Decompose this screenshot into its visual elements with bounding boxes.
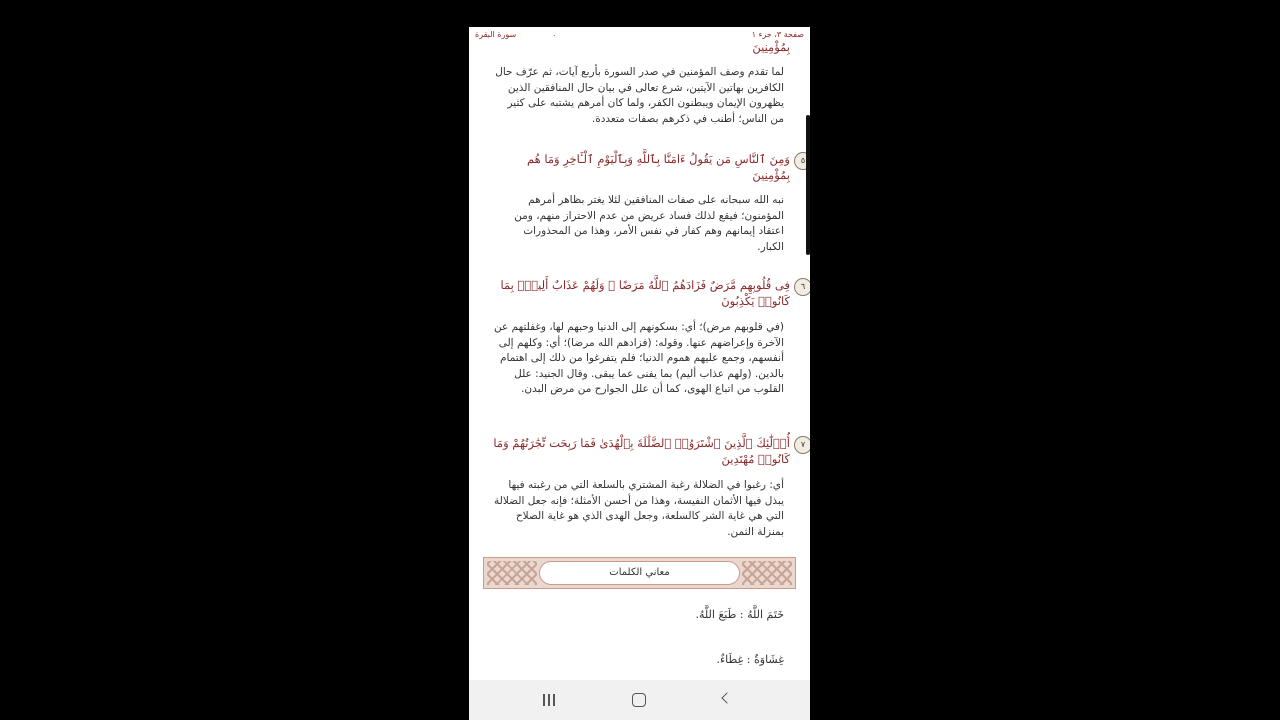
android-navbar <box>469 680 810 720</box>
phone-screen <box>469 27 810 720</box>
verse-number-icon: ٧ <box>794 436 810 454</box>
home-icon <box>632 693 646 707</box>
verse-5-tafsir: نبه الله سبحانه على صفات المنافقين لئلا يغتر بظاهر أمرهم المؤمنون؛ فيقع لذلك فساد عريض من عدم الاحتراز منهم، ومن اعتقاد إيمانهم وهم كفار في نفس الأمر، وهذا من المحذورات الكبار. <box>514 194 784 253</box>
header-dot: . <box>553 29 556 38</box>
verse-7[interactable] <box>490 435 806 467</box>
verse-text: أُو۟لَٰٓئِكَ ٱلَّذِينَ ٱشْتَرَوُا۟ ٱلضَّلَٰلَةَ بِٱلْهُدَىٰ فَمَا رَبِحَت تِّجَٰرَتُهُمْ وَمَا كَانُوا۟ مُهْتَدِينَ <box>493 436 790 466</box>
verse-text: وَمِنَ ٱلنَّاسِ مَن يَقُولُ ءَامَنَّا بِٱللَّهِ وَبِٱلْيَوْمِ ٱلْـَٔاخِرِ وَمَا هُم بِمُؤْمِنِينَ <box>526 152 790 182</box>
verse-5[interactable] <box>490 151 806 183</box>
verse-text: فِى قُلُوبِهِم مَّرَضٌ فَزَادَهُمُ ٱللَّهُ مَرَضًا ۖ وَلَهُمْ عَذَابٌ أَلِيمٌۢ بِمَا كَانُوا۟ يَكْذِبُونَ <box>500 278 790 308</box>
word-meanings-banner <box>483 557 796 589</box>
word-meanings-title: معاني الكلمات <box>539 561 740 585</box>
verse-6[interactable] <box>490 277 806 309</box>
recents-icon <box>543 694 555 706</box>
verse-7-tafsir: أي: رغبوا في الضلالة رغبة المشتري بالسلعة التي من رغبته فيها يبذل فيها الأثمان النفيسة، وهذا من أحسن الأمثلة؛ فإنه جعل الضلالة التي هي غاية الشر كالسلعة، وجعل الهدى الذي هو غاية الصلاح بمنزلة الثمن. <box>494 479 784 538</box>
recents-button[interactable] <box>519 680 579 720</box>
ornament-pattern-icon <box>742 561 792 585</box>
phone-side-button <box>806 115 810 255</box>
word-meaning-item: غِشَاوَةٌ : غِطَاءٌ. <box>716 653 784 666</box>
ornament-pattern-icon <box>487 561 537 585</box>
word-meaning-item: خَتَمَ اللَّهُ : طَبَعَ اللَّهُ. <box>695 608 784 621</box>
page-info: صفحة ٣، جزء ١ <box>751 30 804 39</box>
surah-name: سورة البقرة <box>475 30 517 39</box>
intro-tafsir: لما تقدم وصف المؤمنين في صدر السورة بأربع آيات، ثم عرّف حال الكافرين بهاتين الآيتين، شرع تعالى في بيان حال المنافقين الذين يظهرون الإيمان ويبطنون الكفر، ولما كان أمرهم يشتبه على كثير من الناس؛ أطنب في ذكرهم بصفات متعددة. <box>495 66 784 125</box>
verse-6-tafsir: (في قلوبهم مرض)؛ أي: بسكونهم إلى الدنيا وحبهم لها، وغفلتهم عن الآخرة وإعراضهم عنها. وقوله: (فزادهم الله مرضا)؛ أي: وكلهم إلى أنفسهم، وجمع عليهم هموم الدنيا؛ فلم يتفرغوا من ذلك إلى اهتمام بالدين. (ولهم عذاب أليم) بما يفنى عما يبقى. وقال الجنيد: علل القلوب من اتباع الهوى، كما أن علل الجوارح من مرض البدن. <box>494 321 784 395</box>
back-button[interactable] <box>697 680 757 720</box>
verse-fragment[interactable]: بِمُؤْمِنِينَ <box>752 40 790 54</box>
verse-number-icon: ٦ <box>794 278 810 296</box>
chevron-left-icon <box>721 692 732 703</box>
home-button[interactable] <box>609 680 669 720</box>
verse-number-icon: ٥ <box>794 152 810 170</box>
